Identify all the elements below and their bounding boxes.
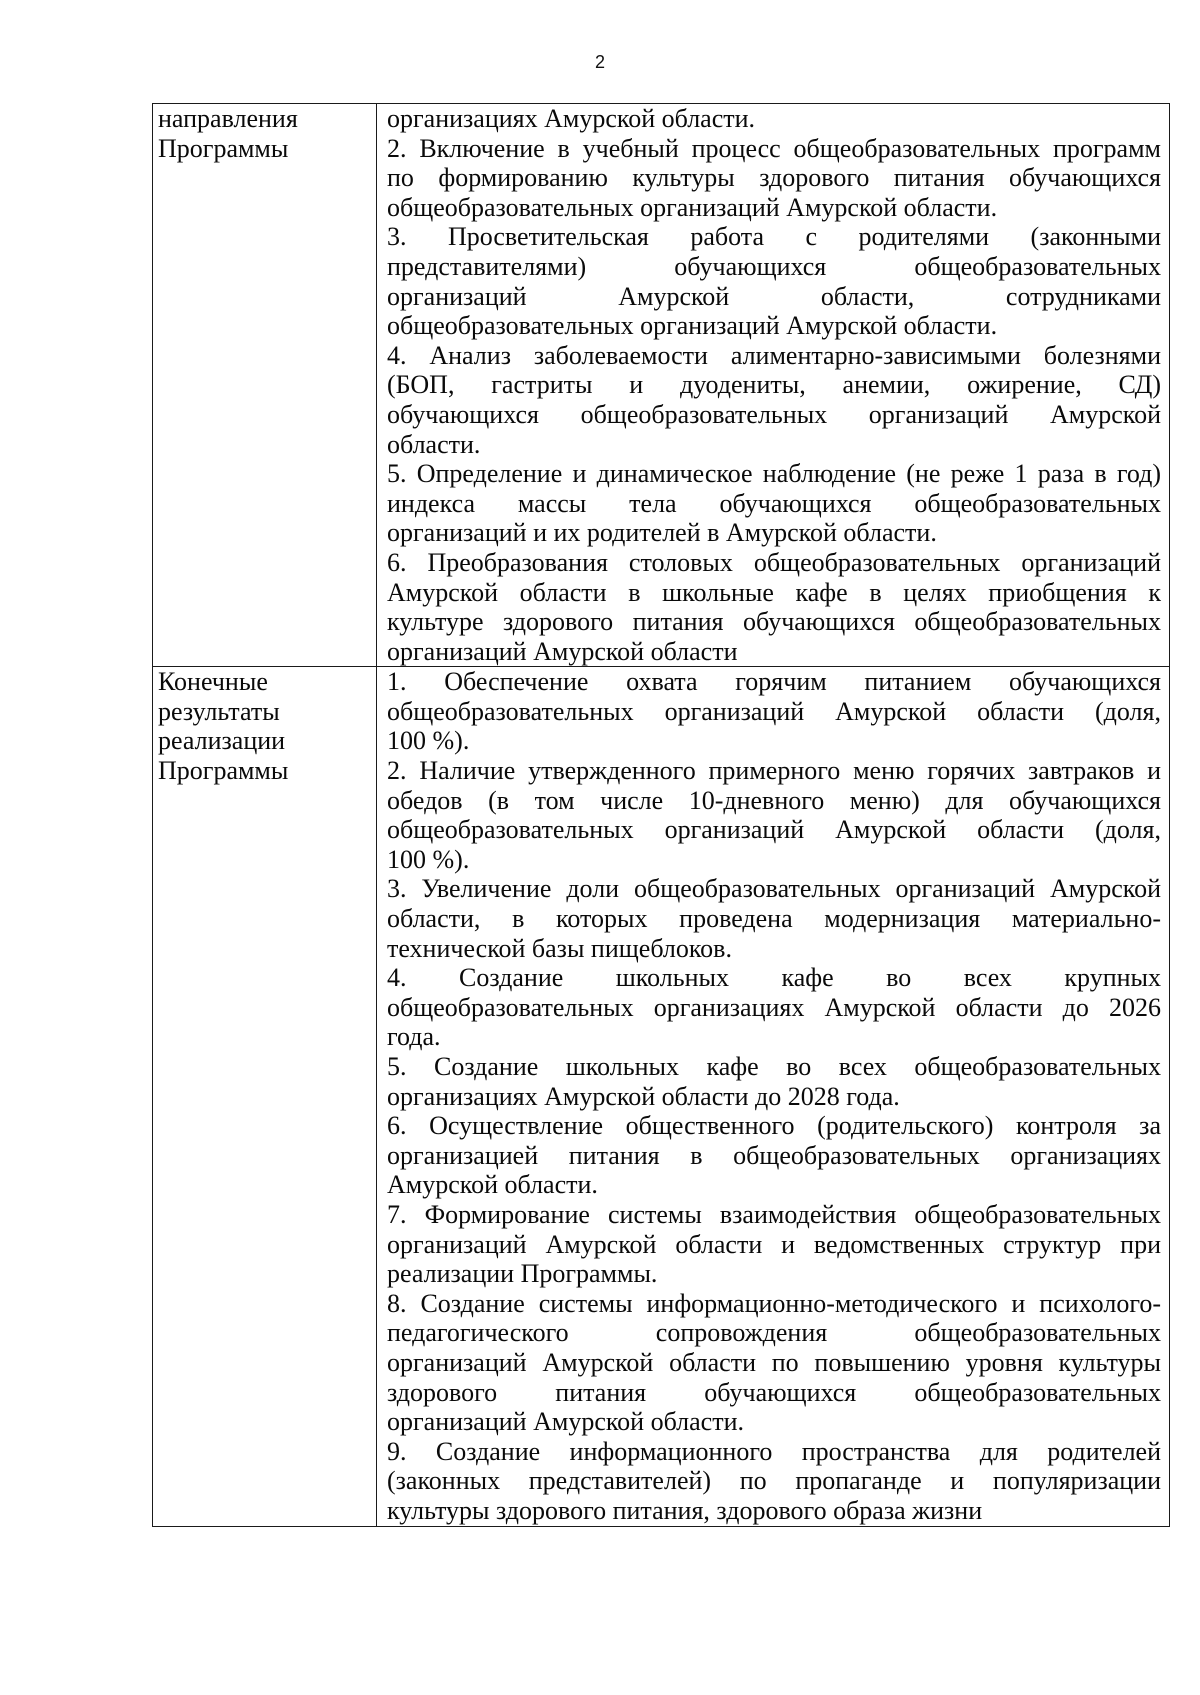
text-line: общеобразовательных организаций Амурской области. — [387, 311, 998, 341]
text-line: общеобразовательных организациях Амурской области до 2026 — [387, 992, 1161, 1022]
list-item — [387, 667, 1161, 756]
text-line: 6. Осуществление общественного (родительского) контроля за — [387, 1111, 1161, 1141]
text-line: 100 %). — [387, 726, 470, 756]
text-line: реализации Программы. — [387, 1259, 658, 1289]
row-value-cell — [377, 667, 1170, 1526]
text-line: организаций Амурской области — [387, 636, 738, 666]
list-item — [387, 1052, 1161, 1111]
text-line: 7. Формирование системы взаимодействия общеобразовательных — [387, 1199, 1161, 1229]
list-item — [387, 341, 1161, 459]
text-line: 2. Включение в учебный процесс общеобразовательных программ — [387, 133, 1161, 163]
text-line: 5. Определение и динамическое наблюдение (не реже 1 раза в год) — [387, 459, 1161, 489]
text-line: 8. Создание системы информационно-методического и психолого- — [387, 1288, 1161, 1318]
text-line: общеобразовательных организаций Амурской области. — [387, 192, 998, 222]
text-line: по формированию культуры здорового питания обучающихся — [387, 163, 1161, 193]
text-line: (БОП, гастриты и дуодениты, анемии, ожирение, СД) — [387, 370, 1161, 400]
row-label-line: направления — [158, 104, 298, 133]
text-line: организаций Амурской области по повышению уровня культуры — [387, 1347, 1161, 1377]
text-line: 3. Просветительская работа с родителями (законными — [387, 222, 1161, 252]
text-line: 2. Наличие утвержденного примерного меню горячих завтраков и — [387, 756, 1161, 786]
text-line: организацией питания в общеобразовательных организациях — [387, 1140, 1161, 1170]
text-line: обучающихся общеобразовательных организаций Амурской — [387, 399, 1161, 429]
list-item — [387, 1111, 1161, 1200]
row-label-line: Программы — [158, 756, 289, 786]
row-value-cell — [377, 104, 1170, 667]
text-line: организациях Амурской области. — [387, 104, 756, 133]
text-line: области. — [387, 429, 481, 459]
list-item — [387, 963, 1161, 1052]
row-label-cell — [153, 104, 377, 667]
text-line: индекса массы тела обучающихся общеобразовательных — [387, 488, 1161, 518]
list-item — [387, 1289, 1161, 1437]
text-line: 5. Создание школьных кафе во всех общеобразовательных — [387, 1052, 1161, 1081]
text-line: 6. Преобразования столовых общеобразовательных организаций — [387, 547, 1161, 577]
text-line: организаций Амурской области и ведомственных структур при — [387, 1229, 1161, 1259]
text-line: организаций Амурской области. — [387, 1407, 744, 1437]
text-line: Амурской области. — [387, 1170, 598, 1200]
row-label-line: Конечные — [158, 667, 268, 697]
text-line: представителями) обучающихся общеобразовательных — [387, 251, 1161, 281]
text-line: организациях Амурской области до 2028 года. — [387, 1081, 900, 1111]
text-line: педагогического сопровождения общеобразовательных — [387, 1318, 1161, 1348]
row-label-line: результаты — [158, 696, 280, 726]
row-label-line: Программы — [158, 133, 289, 163]
text-line: 1. Обеспечение охвата горячим питанием обучающихся — [387, 667, 1161, 697]
row-label-cell — [153, 667, 377, 1526]
table-row — [153, 104, 1170, 667]
list-item — [387, 104, 1161, 134]
text-line: обедов (в том числе 10-дневного меню) для обучающихся — [387, 785, 1161, 815]
list-item — [387, 134, 1161, 223]
list-item — [387, 874, 1161, 963]
text-line: организаций Амурской области, сотрудниками — [387, 281, 1161, 311]
list-item — [387, 222, 1161, 340]
text-line: года. — [387, 1022, 441, 1052]
list-item — [387, 1200, 1161, 1289]
text-line: 9. Создание информационного пространства для родителей — [387, 1436, 1161, 1466]
list-item — [387, 548, 1161, 666]
list-item — [387, 1437, 1161, 1526]
text-line: (законных представителей) по пропаганде и популяризации — [387, 1466, 1161, 1496]
row-label-line: реализации — [158, 726, 286, 756]
text-line: культуре здорового питания обучающихся общеобразовательных — [387, 607, 1161, 637]
text-line: 4. Создание школьных кафе во всех крупных — [387, 963, 1161, 993]
text-line: 3. Увеличение доли общеобразовательных организаций Амурской — [387, 874, 1161, 904]
list-item — [387, 756, 1161, 874]
text-line: 4. Анализ заболеваемости алиментарно-зависимыми болезнями — [387, 340, 1161, 370]
text-line: общеобразовательных организаций Амурской области (доля, — [387, 696, 1161, 726]
text-line: организаций и их родителей в Амурской области. — [387, 518, 937, 548]
list-item — [387, 459, 1161, 548]
text-line: здорового питания обучающихся общеобразовательных — [387, 1377, 1161, 1407]
text-line: культуры здорового питания, здорового образа жизни — [387, 1495, 983, 1525]
text-line: общеобразовательных организаций Амурской области (доля, — [387, 815, 1161, 845]
text-line: Амурской области в школьные кафе в целях приобщения к — [387, 577, 1161, 607]
text-line: области, в которых проведена модернизация материально- — [387, 904, 1161, 934]
text-line: технической базы пищеблоков. — [387, 933, 732, 963]
program-table — [152, 103, 1170, 1527]
table-row — [153, 667, 1170, 1526]
text-line: 100 %). — [387, 844, 470, 874]
page-number: 2 — [594, 52, 605, 72]
